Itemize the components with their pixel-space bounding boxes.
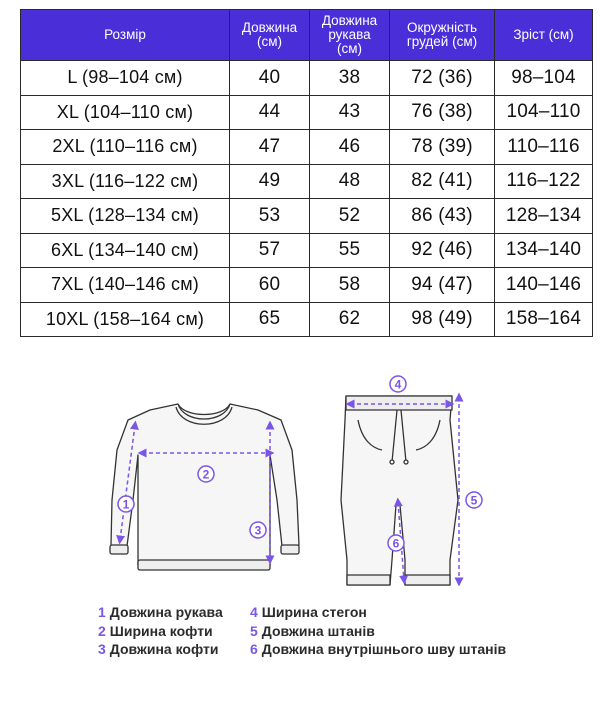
legend-right: [250, 603, 506, 659]
table-row: [21, 268, 593, 303]
cell-height: 140–146: [495, 268, 593, 303]
cell-height: 134–140: [495, 233, 593, 268]
svg-text:6: 6: [392, 536, 400, 551]
cell-length: 47: [230, 130, 310, 165]
cell-length: 44: [230, 95, 310, 130]
legend-item: 1 Довжина рукава: [98, 604, 223, 620]
table-header-row: [21, 10, 593, 61]
cell-sleeve: 55: [310, 233, 390, 268]
marker-5: [466, 492, 482, 508]
header-height: Зріст (см): [495, 10, 593, 61]
cell-chest: 72 (36): [390, 61, 495, 96]
legend-item: 6 Довжина внутрішнього шву штанів: [250, 641, 507, 657]
cell-sleeve: 62: [310, 302, 390, 337]
cell-size: XL (104–110 см): [21, 95, 230, 130]
cell-length: 49: [230, 164, 310, 199]
trousers-outline: [341, 396, 458, 585]
cell-chest: 92 (46): [390, 233, 495, 268]
cell-height: 128–134: [495, 199, 593, 234]
cell-size: 5XL (128–134 см): [21, 199, 230, 234]
marker-3: [250, 522, 266, 538]
marker-2: [198, 466, 214, 482]
table-row: [21, 61, 593, 96]
legend-left: [98, 603, 223, 659]
svg-text:5: 5: [470, 493, 478, 508]
cell-height: 104–110: [495, 95, 593, 130]
cell-sleeve: 46: [310, 130, 390, 165]
cell-size: L (98–104 см): [21, 61, 230, 96]
cell-length: 53: [230, 199, 310, 234]
cell-length: 65: [230, 302, 310, 337]
cell-length: 60: [230, 268, 310, 303]
table-row: [21, 233, 593, 268]
svg-text:3: 3: [254, 523, 262, 538]
cell-chest: 78 (39): [390, 130, 495, 165]
table-row: [21, 130, 593, 165]
table-row: [21, 95, 593, 130]
cell-sleeve: 43: [310, 95, 390, 130]
cell-size: 6XL (134–140 см): [21, 233, 230, 268]
cell-chest: 76 (38): [390, 95, 495, 130]
header-sleeve-length: Довжина рукава (см): [310, 10, 390, 61]
cell-sleeve: 48: [310, 164, 390, 199]
cell-sleeve: 52: [310, 199, 390, 234]
legend-item: 4 Ширина стегон: [250, 604, 367, 620]
cell-chest: 86 (43): [390, 199, 495, 234]
cell-sleeve: 38: [310, 61, 390, 96]
header-chest: Окружність грудей (см): [390, 10, 495, 61]
table-row: [21, 199, 593, 234]
measurement-diagram: [0, 365, 612, 605]
cell-height: 116–122: [495, 164, 593, 199]
cell-size: 7XL (140–146 см): [21, 268, 230, 303]
size-chart-table: [20, 9, 593, 337]
cell-sleeve: 58: [310, 268, 390, 303]
svg-text:2: 2: [202, 467, 210, 482]
cell-height: 110–116: [495, 130, 593, 165]
marker-1: [118, 496, 134, 512]
cell-size: 2XL (110–116 см): [21, 130, 230, 165]
cell-chest: 98 (49): [390, 302, 495, 337]
cell-length: 57: [230, 233, 310, 268]
svg-text:4: 4: [394, 377, 402, 392]
table-row: [21, 164, 593, 199]
cell-chest: 82 (41): [390, 164, 495, 199]
cell-chest: 94 (47): [390, 268, 495, 303]
legend-item: 3 Довжина кофти: [98, 641, 219, 657]
cell-size: 3XL (116–122 см): [21, 164, 230, 199]
header-length: Довжина (см): [230, 10, 310, 61]
cell-height: 158–164: [495, 302, 593, 337]
header-size: Розмір: [21, 10, 230, 61]
legend-item: 5 Довжина штанів: [250, 622, 375, 639]
cell-length: 40: [230, 61, 310, 96]
legend-item: 2 Ширина кофти: [98, 622, 213, 639]
table-row: [21, 302, 593, 337]
cell-height: 98–104: [495, 61, 593, 96]
svg-text:1: 1: [122, 497, 130, 512]
cell-size: 10XL (158–164 см): [21, 302, 230, 337]
marker-4: [390, 376, 406, 392]
marker-6: [388, 535, 404, 551]
